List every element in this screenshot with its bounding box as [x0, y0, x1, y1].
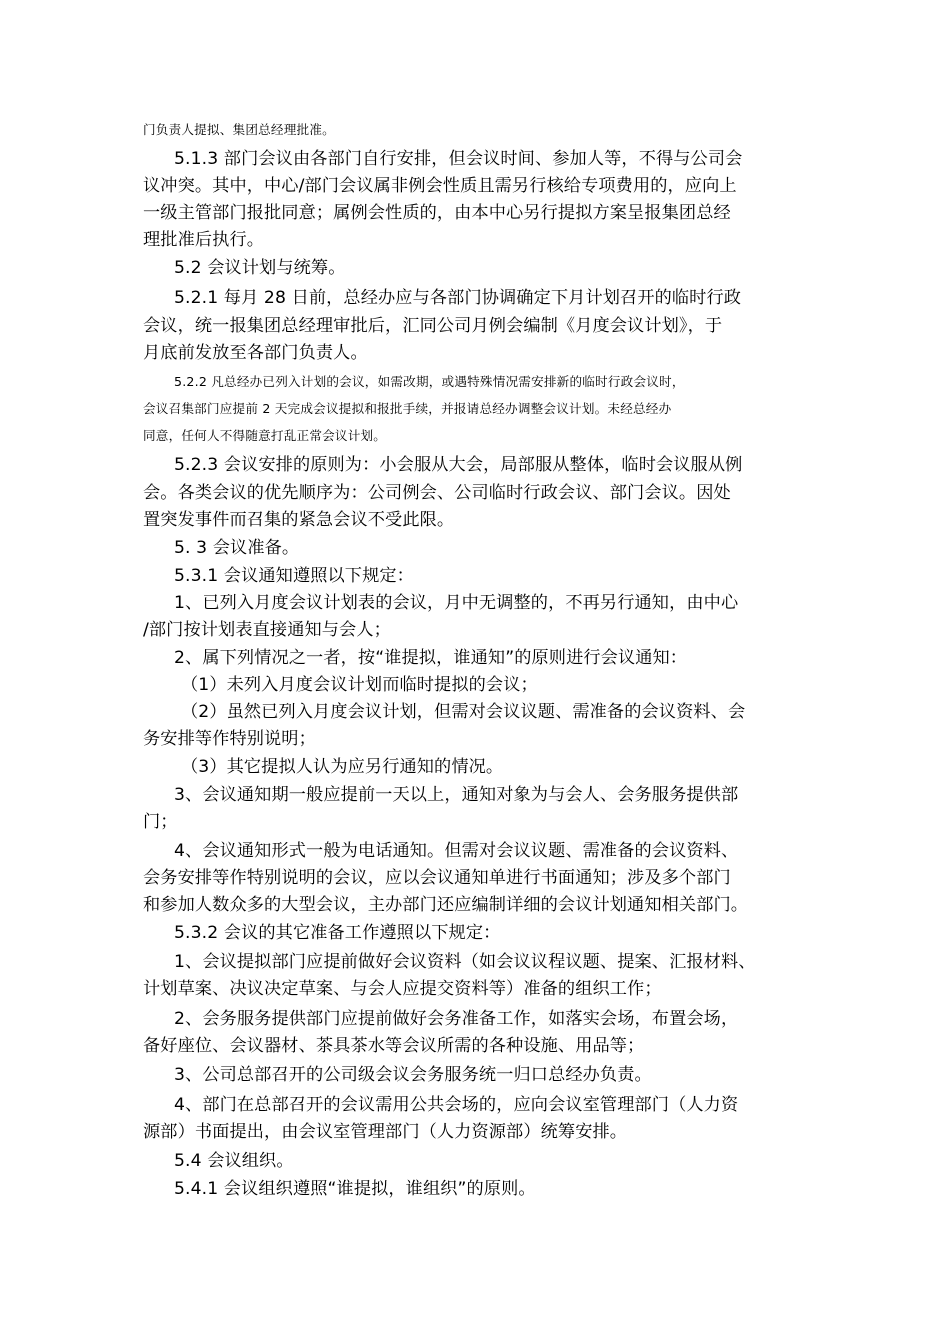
- text-line: 5.3.2 会议的其它准备工作遵照以下规定：: [174, 923, 501, 943]
- text-line: 门负责人提拟、集团总经理批准。: [143, 122, 335, 137]
- text-line: 会议，统一报集团总经理审批后，汇同公司月例会编制《月度会议计划》，于: [143, 316, 723, 336]
- text-line: 5.2.2 凡总经办已列入计划的会议，如需改期，或遇特殊情况需安排新的临时行政会议时，: [174, 374, 685, 389]
- text-line: 理批准后执行。: [143, 230, 265, 250]
- text-line: 3、会议通知期一般应提前一天以上，通知对象为与会人、会务服务提供部: [174, 785, 739, 805]
- section-heading: 5.2 会议计划与统筹。: [174, 258, 346, 278]
- text-line: 置突发事件而召集的紧急会议不受此限。: [143, 510, 455, 530]
- text-line: 月底前发放至各部门负责人。: [143, 343, 368, 363]
- text-line: 会议召集部门应提前 2 天完成会议提拟和报批手续，并报请总经办调整会议计划。未经总经办: [143, 401, 672, 416]
- text-line: （2）虽然已列入月度会议计划，但需对会议议题、需准备的会议资料、会: [181, 702, 746, 722]
- text-line: 同意，任何人不得随意打乱正常会议计划。: [143, 428, 387, 443]
- text-line: 5.4.1 会议组织遵照“谁提拟，谁组织”的原则。: [174, 1179, 536, 1199]
- text-line: 门；: [143, 812, 178, 832]
- text-line: 1、会议提拟部门应提前做好会议资料（如会议议程议题、提案、汇报材料、: [174, 952, 756, 972]
- text-line: 5.2.1 每月 28 日前，总经办应与各部门协调确定下月计划召开的临时行政: [174, 288, 742, 308]
- text-line: 源部）书面提出，由会议室管理部门（人力资源部）统筹安排。: [143, 1122, 628, 1142]
- text-line: /部门按计划表直接通知与会人；: [143, 620, 391, 640]
- text-line: 5.2.3 会议安排的原则为：小会服从大会，局部服从整体，临时会议服从例: [174, 455, 743, 475]
- text-line: 议冲突。其中，中心/部门会议属非例会性质且需另行核给专项费用的，应向上: [143, 176, 737, 196]
- text-line: 2、会务服务提供部门应提前做好会务准备工作，如落实会场，布置会场，: [174, 1009, 739, 1029]
- text-line: 会。各类会议的优先顺序为：公司例会、公司临时行政会议、部门会议。因处: [143, 483, 731, 503]
- text-line: 一级主管部门报批同意；属例会性质的，由本中心另行提拟方案呈报集团总经: [143, 203, 731, 223]
- text-line: 4、会议通知形式一般为电话通知。但需对会议议题、需准备的会议资料、: [174, 841, 739, 861]
- text-line: 务安排等作特别说明；: [143, 729, 316, 749]
- section-heading: 5. 3 会议准备。: [174, 538, 300, 558]
- text-line: 4、部门在总部召开的会议需用公共会场的，应向会议室管理部门（人力资: [174, 1095, 739, 1115]
- text-line: （3）其它提拟人认为应另行通知的情况。: [181, 757, 504, 777]
- text-line: 2、属下列情况之一者，按“谁提拟，谁通知”的原则进行会议通知：: [174, 648, 688, 668]
- text-line: 和参加人数众多的大型会议，主办部门还应编制详细的会议计划通知相关部门。: [143, 895, 749, 915]
- text-line: （1）未列入月度会议计划而临时提拟的会议；: [181, 675, 538, 695]
- section-heading: 5.4 会议组织。: [174, 1151, 294, 1171]
- text-line: 计划草案、决议决定草案、与会人应提交资料等）准备的组织工作；: [143, 979, 662, 999]
- text-line: 5.1.3 部门会议由各部门自行安排，但会议时间、参加人等，不得与公司会: [174, 149, 743, 169]
- text-line: 会务安排等作特别说明的会议，应以会议通知单进行书面通知；涉及多个部门: [143, 868, 731, 888]
- text-line: 5.3.1 会议通知遵照以下规定：: [174, 566, 414, 586]
- text-line: 1、已列入月度会议计划表的会议，月中无调整的，不再另行通知，由中心: [174, 593, 739, 613]
- text-line: 3、公司总部召开的公司级会议会务服务统一归口总经办负责。: [174, 1065, 652, 1085]
- text-line: 备好座位、会议器材、茶具茶水等会议所需的各种设施、用品等；: [143, 1036, 645, 1056]
